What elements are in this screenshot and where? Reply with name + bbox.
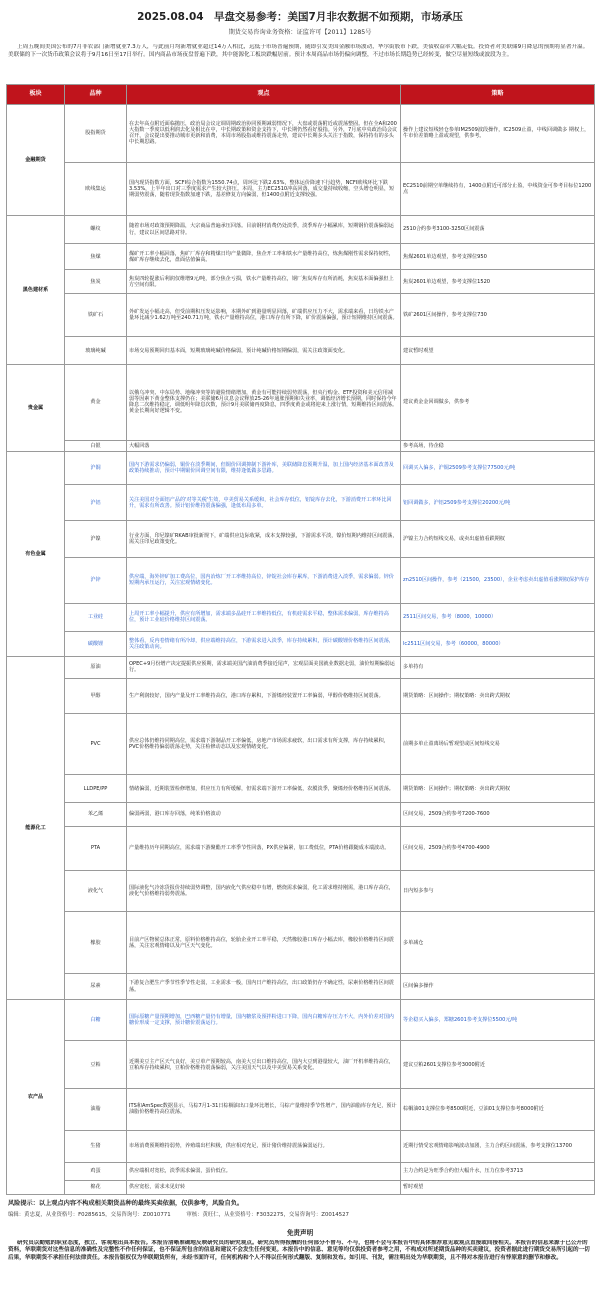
strategy-cell: 回调买入偏多，沪铜2509参考支撑位77500元/吨 (401, 451, 595, 484)
header-view: 观点 (127, 85, 401, 105)
sector-cell: 贵金属 (7, 365, 65, 451)
product-cell: 苯乙烯 (65, 802, 127, 826)
view-cell: OPEC+9月份增产决定提振供应预期，需求端美国汽油消费季接近尾声，宏观层面美国就业数据走弱，油价短期偏弱运行。 (127, 656, 401, 678)
view-cell: 国际液化气冷冻货报价持续弱势调整，国内液化气供应稳中有增，燃烧需求偏弱，化工需求维持刚需，港口库存高位，液化气价格维持弱势震荡。 (127, 871, 401, 911)
table-row (7, 440, 595, 451)
view-cell: 供应端相对宽松，淡季需求偏弱，蛋价低位。 (127, 1162, 401, 1180)
report-page (6, 0, 594, 1305)
strategy-cell: lc2511区间交易，参考（60000，80000） (401, 631, 595, 656)
table-row (7, 1162, 595, 1180)
view-cell: 情绪偏弱，近期装置检修增加，供应压力有所缓解，但需求端下游开工率偏低，农膜淡季，聚烯烃价格维持区间震荡。 (127, 775, 401, 803)
view-cell: 以俄乌冲突、中东局势、地缘冲突等的避险情绪增加，黄金有可能持续弱势震荡，但央行购金、ETF投资和美元信用减弱等因素下黄金整体支撑仍在；美联储6月议息会议释放25-26年通胀预期和失业率，调低经济增长预期，同时保持今年降息二次维持稳定，调低明年降息次数，预计9月美联储再度降息，四季度黄金或将迎来上涨行情，短期维持区间震荡。黄金长期向好逻辑不变。 (127, 365, 401, 440)
product-cell: 白银 (65, 440, 127, 451)
table-row (7, 826, 595, 871)
sector-cell: 能源化工 (7, 656, 65, 999)
product-cell: 尿素 (65, 974, 127, 999)
strategy-cell: 操作上建议短线轻仓参单IM2509波段操作，IC2509止盈，中线回调做多 期权上，牛市价差策略上盈或观望，供参考。 (401, 104, 595, 163)
strategy-cell: 期货策略：区间操作；期权策略：卖出跨式期权 (401, 775, 595, 803)
strategy-cell: 建议豆粕2601支撑位参考3000附近 (401, 1041, 595, 1088)
sector-cell: 金融期货 (7, 104, 65, 216)
table-row (7, 678, 595, 713)
product-cell: 生猪 (65, 1130, 127, 1162)
header-sector: 板块 (7, 85, 65, 105)
product-cell: 油脂 (65, 1088, 127, 1130)
view-cell: 外矿发运小幅走高，但受前期积压发运影响，本期外矿到港量明显回落，矿端供应压力不大，需求端来看，日均铁水产量环比减少1.62万吨至240.71万吨，铁水产量维持高位，港口库存有所下降，矿价震荡偏强，预计短期维持区间震荡。 (127, 294, 401, 337)
table-row (7, 521, 595, 557)
product-cell: 白糖 (65, 999, 127, 1041)
table-row (7, 713, 595, 774)
table-row (7, 631, 595, 656)
market-intro: 上周五晚间美国公布的7月非农部门新增就业7.3万人，与此前月均新增就业超过14万人相比，远低于市场普遍预期，随即引发美国金融市场波动，华尔街股市下跌，美债收益率大幅走低。投资者对美联储9月降息的预期将显著升温。美联储的下一次货币政策会议将于9月16日至17日举行。国内商品市场夜盘普遍下跌，其中能源化工板块跌幅居前。预计本周商品市场仍偏向调整，不过市场长期趋势已经转变，做空尽量短线或波段为主。 (8, 44, 589, 58)
table-row (7, 1130, 595, 1162)
view-cell: 关注美国对全面铝产品的'对等关税'生效，中美贸易关系缓和，社会库存低位，铝锭库存去化，下游消费开工率环比回升，需求有所改善。预计铝价维持震荡偏强，逢低布局多单。 (127, 485, 401, 521)
view-cell: 上周开工率小幅提升，供应有所增加，需求端多晶硅开工率维持低位，有机硅需求平稳，整体需求偏弱，库存维持高位，预计工业硅价格维持区间震荡。 (127, 603, 401, 631)
table-row (7, 365, 595, 440)
strategy-cell: 铝回调做多，沪铝2509参考支撑位20200元/吨 (401, 485, 595, 521)
view-cell: 大幅回落 (127, 440, 401, 451)
strategy-table (6, 84, 595, 1195)
table-row (7, 557, 595, 603)
table-row (7, 451, 595, 484)
strategy-cell: 建议暂时观望 (401, 337, 595, 365)
product-cell: 焦煤 (65, 243, 127, 269)
strategy-cell: 建议黄金金回调做多，供参考 (401, 365, 595, 440)
view-cell: 国内现货指数方面，SCFI综合指数为1550.74点，周环比下跌2.63%，整体运价降速下行趋势，NCFI欧线环比下跌3.53%，上半年出口对三季度需求产生较大挤压。本周，主力EC2510冲高回落，成交量持续收缩，空头增仓明显，短期弱势震荡，随着现货指数加速下跌，基差修复方向偏弱，但1400点附近支撑较强。 (127, 163, 401, 216)
product-cell: 股指期货 (65, 104, 127, 163)
view-cell: 供应端，海外锌矿加工费高位，国内冶炼厂开工率维持高位，锌锭社会库存累库，下游消费进入淡季，需求偏弱。锌价短期内承压运行，关注宏观情绪变化。 (127, 557, 401, 603)
product-cell: 沪铝 (65, 485, 127, 521)
strategy-cell: 2511区间交易，参考（8000，10000） (401, 603, 595, 631)
product-cell: PVC (65, 713, 127, 774)
editor-credit: 编辑：黄忠夏，从业资格号：F0285615，交易咨询号：Z0010771 (8, 1212, 171, 1218)
view-cell: 供应总体仍维持同期高位，需求端下游制品开工率偏低，房地产市场需求疲软，出口需求有所支撑，库存持续累积，PVC价格维持偏弱震荡走势，关注检修动态以及宏观情绪变化。 (127, 713, 401, 774)
view-cell: 整体看，反内卷情绪有所冷却，供应端维持高位，下游需求进入淡季，库存持续累积，预计碳酸锂价格维持区间震荡，关注政策动向。 (127, 631, 401, 656)
table-row (7, 802, 595, 826)
view-cell: ITS和AmSpec数据显示，马棕7月1-31日棕榈油出口量环比增长，马棕产量维持季节性增产，国内油脂库存充足，预计油脂价格维持高位震荡。 (127, 1088, 401, 1130)
risk-warning: 风险提示：以上观点内容不构成相关期货品种的最终买卖依据，仅供参考，风险自负。 (8, 1200, 244, 1207)
strategy-cell: 等企稳买入偏多，郑糖2601参考支撑位5500元/吨 (401, 999, 595, 1041)
strategy-cell: 暂时观望 (401, 1180, 595, 1194)
strategy-cell: 参考高场，待企稳 (401, 440, 595, 451)
strategy-cell: 主力合约是为旺季合约但大幅升水，压力位参考3713 (401, 1162, 595, 1180)
table-row (7, 775, 595, 803)
strategy-cell: 铁矿2601区间操作，参考支撑位730 (401, 294, 595, 337)
view-cell: 随着市场对政策预期降温，大宗商品普遍承压回落。目前钢材消费仍处淡季，淡季库存小幅累库，短期钢价震荡偏弱运行，建议以区间思路对待。 (127, 216, 401, 244)
product-cell: 铁矿石 (65, 294, 127, 337)
reviewer-credit: 审核：黄旺仁，从业资格号：F3032275，交易咨询号：Z0014527 (186, 1212, 349, 1218)
product-cell: 玻璃纯碱 (65, 337, 127, 365)
view-cell: 近期美豆主产区天气良好，美豆单产预期较高，南美大豆出口维持高位，国内大豆到港量较大，油厂开机率维持高位，豆粕库存持续累积，豆粕价格维持震荡偏弱，关注美国天气以及中美贸易关系变化。 (127, 1041, 401, 1088)
strategy-cell: 近期行情受宏观情绪影响波动加剧，主力合约区间震荡，参考支撑位13700 (401, 1130, 595, 1162)
view-cell: 供应宽松，需求未见好转 (127, 1180, 401, 1194)
analyst-credits (8, 1210, 592, 1218)
product-cell: 沪镍 (65, 521, 127, 557)
product-cell: 原油 (65, 656, 127, 678)
table-row (7, 294, 595, 337)
view-cell: 国际原糖产量预期增加，巴西糖产量仍有增量，国内糖浆及预拌粉进口下降，国内白糖库存压力不大，内外价差对国内糖价形成一定支撑，预计糖价震荡运行。 (127, 999, 401, 1041)
view-cell: 下游复合肥生产季节性季节性走弱，工业需求一般，国内日产维持高位，出口政策仍存不确定性，尿素价格维持区间震荡。 (127, 974, 401, 999)
strategy-cell: 区间偏多操作 (401, 974, 595, 999)
product-cell: 螺纹 (65, 216, 127, 244)
strategy-cell: 焦煤2601单边观望，参考支撑位950 (401, 243, 595, 269)
product-cell: 工业硅 (65, 603, 127, 631)
table-row (7, 911, 595, 974)
product-cell: 豆粕 (65, 1041, 127, 1088)
table-row (7, 243, 595, 269)
table-row (7, 163, 595, 216)
table-row (7, 485, 595, 521)
strategy-cell: 多单减仓 (401, 911, 595, 974)
product-cell: 黄金 (65, 365, 127, 440)
view-cell: 焦炭四轮提涨后利润仅维增9元/吨，部分焦企亏损，铁水产量维持高位，钢厂焦炭库存有所消耗，焦炭基本面偏强但上方空间有限。 (127, 270, 401, 294)
table-row (7, 104, 595, 163)
header-strategy: 策略 (401, 85, 595, 105)
table-row (7, 337, 595, 365)
product-cell: 液化气 (65, 871, 127, 911)
strategy-cell: EC2510前期空单继续持有，1400点附近可部分止盈，中线资金可参考目标位1200点 (401, 163, 595, 216)
sector-cell: 有色金属 (7, 451, 65, 656)
product-cell: PTA (65, 826, 127, 871)
table-row (7, 270, 595, 294)
strategy-cell: 前期多单止盈离场后暂观望或区间短线交易 (401, 713, 595, 774)
table-row (7, 216, 595, 244)
strategy-cell: 棕榈油01支撑位参考8500附近，豆油01支撑位参考8000附近 (401, 1088, 595, 1130)
disclaimer-title: 免责声明 (286, 1229, 314, 1237)
strategy-cell: 多单持有 (401, 656, 595, 678)
table-row (7, 999, 595, 1041)
strategy-cell: 区间交易，2509合约参考7200-7600 (401, 802, 595, 826)
strategy-cell: 焦炭2601单边观望，参考支撑位1520 (401, 270, 595, 294)
table-row (7, 871, 595, 911)
product-cell: 沪铜 (65, 451, 127, 484)
strategy-cell: 区间交易，2509合约参考4700-4900 (401, 826, 595, 871)
product-cell: 焦炭 (65, 270, 127, 294)
view-cell: 生产利润较好，国内产量及开工率维持高位，港口库存累积，下游烯烃装置开工率偏弱，甲醇价格维持区间震荡。 (127, 678, 401, 713)
view-cell: 产量维持历年同期高位，需求端下游聚酯开工率季节性回落，PX供应偏紧，加工费低位，PTA价格跟随成本端波动。 (127, 826, 401, 871)
view-cell: 目前产区物候总体正常，原料价格维持高位，轮胎企业开工率平稳，天然橡胶港口库存小幅去库，橡胶价格维持区间震荡，关注宏观情绪以及产区天气变化。 (127, 911, 401, 974)
view-cell: 偏弱两弱，港口库存回落，纯苯价格波动 (127, 802, 401, 826)
table-row (7, 603, 595, 631)
table-row (7, 974, 595, 999)
header-product: 品种 (65, 85, 127, 105)
disclaimer-text: 研究员以勤勉的职业态度，独立、客观地出具本报告。本报告清晰准确地反映研究员的研究观点。研究员所得报酬的任何部分不曾与、不与，也将不会与本报告中的具体推荐意见或观点直接或间接相关。本报告的信息来源于已公开的资料，华联期货对这些信息的准确性及完整性不作任何保证，也不保证所包含的信息和建议不会发生任何变更。本报告中的信息、意见等均仅供投资者参考之用，不构成对所述期货品种的买卖建议，投资者据此进行期货交易所引起的一切后果，华联期货不承担任何法律责任。本报告版权仅为华联期货所有，未经书面许可，任何机构和个人不得以任何形式翻版、复制和发布。如引用、刊发，需注明出处为华联期货，且不得对本报告进行有悖原意的删节和修改。 (8, 1240, 590, 1261)
product-cell: LLDPE/PP (65, 775, 127, 803)
product-cell: 碳酸锂 (65, 631, 127, 656)
view-cell: 市场交易预期回归基本面，短期玻璃纯碱价格偏弱，预计纯碱价格短期偏弱，需关注政策面变化。 (127, 337, 401, 365)
table-row (7, 1180, 595, 1194)
strategy-cell: 2510合约参考3100-3250区间震荡 (401, 216, 595, 244)
strategy-cell: 沪镍主力合约短线交易，或卖出虚值看跌期权 (401, 521, 595, 557)
product-cell: 甲醇 (65, 678, 127, 713)
product-cell: 欧线集运 (65, 163, 127, 216)
strategy-cell: 期货策略：区间操作；期权策略：卖出跨式期权 (401, 678, 595, 713)
product-cell: 沪锌 (65, 557, 127, 603)
view-cell: 市场消费预期维持弱势，养殖端出栏积极，供应相对充足，预计猪价维持震荡偏弱运行。 (127, 1130, 401, 1162)
product-cell: 橡胶 (65, 911, 127, 974)
report-title: 2025.08.04 早盘交易参考：美国7月非农数据不如预期，市场承压 (137, 11, 463, 23)
table-row (7, 1088, 595, 1130)
view-cell: 行业方面，印尼镍矿RKAB审批新规下，矿端供应边际收紧，成本支撑较强，下游需求平淡，镍价短期内维持区间震荡，需关注印尼政策变化。 (127, 521, 401, 557)
view-cell: 在去年高点附近面临抛压，政治局会议定调周期政治协同预期减弱情况下，大盘或震荡附近或震荡整固。但在全A和200大指数一季度以低利润去化及相比在中，中长期政策和资金支持下，中长期仍然看好股指。另外，7月底中央政治局会议召开，会议提出要推动城市更新和消费，本周市场股指或维持震荡走势，建议中长期多头关注于指数，保持持有的多头中长期思路。 (127, 104, 401, 163)
product-cell: 鸡蛋 (65, 1162, 127, 1180)
product-cell: 棉花 (65, 1180, 127, 1194)
table-header-row (7, 85, 595, 105)
view-cell: 国内下游需求仍偏弱，铜价在淡季期间，但铜价回调抑制下游补库，美联储降息预期升温，加上国内经济基本面改善及政策持续推动，预计中期铜价回调空间有限，维持逢低做多思路。 (127, 451, 401, 484)
strategy-cell: 日内短多参与 (401, 871, 595, 911)
table-row (7, 1041, 595, 1088)
sector-cell: 农产品 (7, 999, 65, 1194)
license-subtitle: 期货交易咨询业务资格：证监许可【2011】1285号 (228, 29, 372, 36)
view-cell: 煤矿开工率小幅回落，焦矿厂库存和精煤日均产量微降，焦企开工率和铁水产量维持高位，炼焦煤刚性需求保持韧性，煤矿库存继续去化，盘面估值偏高。 (127, 243, 401, 269)
strategy-cell: zn2510区间操作，参考（21500，23500），企业考虑卖出虚值看涨期权保护库存 (401, 557, 595, 603)
sector-cell: 黑色建材系 (7, 216, 65, 365)
table-row (7, 656, 595, 678)
